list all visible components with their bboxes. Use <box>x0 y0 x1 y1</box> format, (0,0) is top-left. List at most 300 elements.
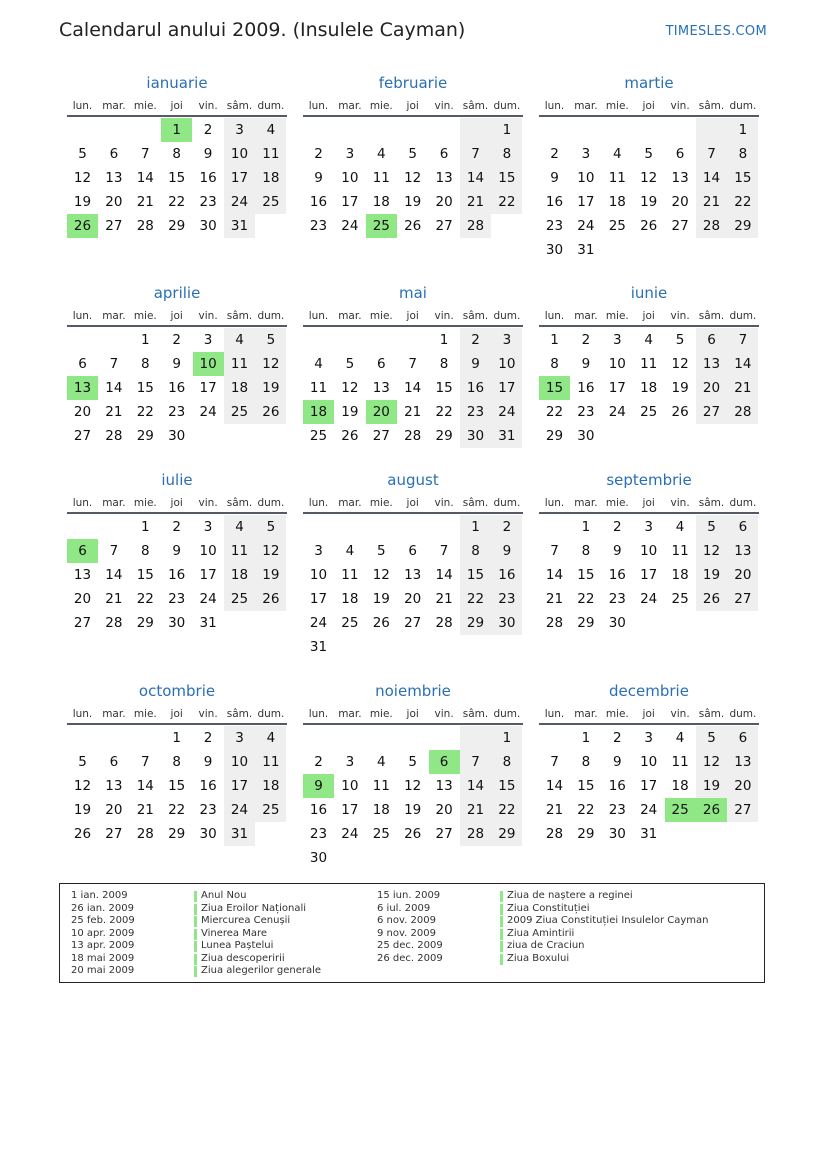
day-cell: 15 <box>491 774 522 798</box>
day-cell: 4 <box>255 726 286 750</box>
weekday-label: lun. <box>72 100 93 112</box>
holiday-day-cell: 20 <box>366 400 397 424</box>
day-cell: 1 <box>439 332 449 348</box>
day-cell: 12 <box>73 170 92 186</box>
day-cell: 8 <box>550 356 559 372</box>
weekday-label: lun. <box>308 497 329 509</box>
day-cell: 14 <box>404 380 422 396</box>
day-cell: 27 <box>671 218 689 234</box>
day-cell: 30 <box>608 826 626 842</box>
day-cell: 21 <box>404 404 422 420</box>
day-cell: 30 <box>309 850 328 866</box>
weekday-label: mar. <box>338 100 362 112</box>
day-cell: 17 <box>577 194 595 210</box>
day-cell: 21 <box>435 591 453 607</box>
day-cell: 23 <box>199 802 217 818</box>
day-cell: 14 <box>136 170 154 186</box>
legend-holiday-name: Ziua alegerilor generale <box>201 965 322 976</box>
day-cell: 1 <box>141 519 150 535</box>
day-cell: 9 <box>203 146 213 162</box>
weekday-label: joi <box>170 708 183 720</box>
legend-date: 10 apr. 2009 <box>71 927 135 939</box>
header-divider <box>539 325 759 327</box>
day-cell: 2 <box>172 519 181 535</box>
day-cell: 12 <box>372 567 390 583</box>
day-cell: 9 <box>172 356 181 372</box>
header-divider <box>303 512 523 514</box>
day-cell: 23 <box>309 826 328 842</box>
day-cell: 7 <box>727 328 758 352</box>
weekday-label: sâm. <box>226 497 253 509</box>
day-cell: 2 <box>613 519 622 535</box>
weekday-label: mie. <box>369 708 393 720</box>
day-cell: 14 <box>435 567 453 583</box>
day-cell: 14 <box>545 567 564 583</box>
day-cell: 16 <box>577 380 595 396</box>
month-name: mai <box>399 284 427 302</box>
day-cell: 29 <box>460 611 491 635</box>
day-cell: 28 <box>727 400 758 424</box>
day-cell: 5 <box>408 754 417 770</box>
day-cell: 25 <box>671 591 689 607</box>
weekday-label: sâm. <box>698 310 725 322</box>
day-cell: 12 <box>404 170 422 186</box>
header-divider <box>539 723 759 725</box>
holiday-day-cell: 1 <box>161 118 192 142</box>
weekday-label: mie. <box>369 497 393 509</box>
legend-holiday-name: Ziua Eroilor Naționali <box>201 902 307 914</box>
day-cell: 22 <box>491 190 522 214</box>
day-cell: 16 <box>199 778 217 794</box>
day-cell: 22 <box>168 802 186 818</box>
day-cell: 9 <box>460 352 491 376</box>
day-cell: 23 <box>168 591 186 607</box>
day-cell: 26 <box>696 587 727 611</box>
legend-color-marker <box>194 891 197 902</box>
day-cell: 14 <box>136 778 154 794</box>
day-cell: 6 <box>109 146 119 162</box>
day-cell: 28 <box>460 822 491 846</box>
weekday-label: joi <box>406 100 419 112</box>
day-cell: 2 <box>314 754 323 770</box>
weekday-label: joi <box>406 310 419 322</box>
day-cell: 30 <box>545 242 564 258</box>
legend-color-marker <box>194 941 197 952</box>
day-cell: 7 <box>141 146 150 162</box>
day-cell: 11 <box>224 539 255 563</box>
day-cell: 20 <box>435 802 453 818</box>
day-cell: 9 <box>491 539 522 563</box>
weekday-label: dum. <box>729 708 757 720</box>
legend-date: 15 iun. 2009 <box>377 890 441 901</box>
day-cell: 2 <box>203 122 213 138</box>
day-cell: 15 <box>168 170 186 186</box>
legend-date: 20 mai 2009 <box>71 965 135 976</box>
weekday-label: sâm. <box>462 100 489 112</box>
day-cell: 6 <box>109 754 119 770</box>
weekday-label: mar. <box>574 310 598 322</box>
day-cell: 3 <box>581 146 591 162</box>
day-cell: 16 <box>309 802 328 818</box>
month-name: martie <box>624 74 674 92</box>
day-cell: 16 <box>309 194 328 210</box>
header-divider <box>539 512 759 514</box>
weekday-label: mie. <box>605 310 629 322</box>
day-cell: 24 <box>577 218 595 234</box>
day-cell: 15 <box>168 778 186 794</box>
legend-holiday-name: Ziua Amintirii <box>507 927 575 939</box>
day-cell: 25 <box>255 798 286 822</box>
day-cell: 10 <box>224 750 255 774</box>
day-cell: 3 <box>224 118 255 142</box>
day-cell: 3 <box>345 146 355 162</box>
day-cell: 27 <box>105 218 123 234</box>
weekday-label: mar. <box>102 100 126 112</box>
day-cell: 21 <box>105 591 123 607</box>
day-cell: 3 <box>224 726 255 750</box>
day-cell: 6 <box>408 543 417 559</box>
day-cell: 10 <box>309 567 328 583</box>
legend-date: 9 nov. 2009 <box>377 927 436 939</box>
day-cell: 2 <box>581 332 591 348</box>
day-cell: 9 <box>581 356 591 372</box>
day-cell: 20 <box>404 591 422 607</box>
weekday-label: vin. <box>198 310 218 322</box>
day-cell: 17 <box>224 774 255 798</box>
legend-color-marker <box>194 954 197 965</box>
day-cell: 24 <box>640 802 658 818</box>
day-cell: 13 <box>404 567 422 583</box>
day-cell: 24 <box>309 615 328 631</box>
legend-date: 6 iul. 2009 <box>377 902 431 914</box>
weekday-label: vin. <box>198 708 218 720</box>
day-cell: 17 <box>341 194 359 210</box>
day-cell: 11 <box>671 754 689 770</box>
site-logo[interactable]: TIMESLES.COM <box>665 24 767 39</box>
day-cell: 14 <box>545 778 564 794</box>
day-cell: 15 <box>435 380 453 396</box>
day-cell: 7 <box>439 543 449 559</box>
day-cell: 29 <box>491 822 522 846</box>
day-cell: 4 <box>345 543 355 559</box>
day-cell: 1 <box>581 519 591 535</box>
weekday-label: dum. <box>493 100 521 112</box>
legend-holiday-name: Miercurea Cenușii <box>201 915 291 926</box>
holiday-day-cell: 25 <box>366 214 397 238</box>
day-cell: 26 <box>255 587 286 611</box>
day-cell: 17 <box>640 778 658 794</box>
legend-date: 26 ian. 2009 <box>71 902 134 914</box>
weekday-label: dum. <box>493 310 521 322</box>
day-cell: 15 <box>136 380 154 396</box>
day-cell: 12 <box>73 778 92 794</box>
day-cell: 27 <box>73 428 92 444</box>
day-cell: 22 <box>136 591 154 607</box>
day-cell: 2 <box>613 730 622 746</box>
day-cell: 18 <box>224 563 255 587</box>
legend-date: 1 ian. 2009 <box>71 890 128 901</box>
weekday-label: lun. <box>308 100 329 112</box>
day-cell: 4 <box>377 754 386 770</box>
legend-date: 26 dec. 2009 <box>377 952 443 964</box>
day-cell: 6 <box>696 328 727 352</box>
day-cell: 18 <box>255 774 286 798</box>
day-cell: 5 <box>78 146 87 162</box>
legend-color-marker <box>500 916 503 927</box>
day-cell: 21 <box>545 802 564 818</box>
legend-color-marker <box>194 904 197 915</box>
holiday-day-cell: 6 <box>67 539 98 563</box>
weekday-label: mie. <box>133 708 157 720</box>
day-cell: 25 <box>608 218 626 234</box>
day-cell: 16 <box>199 170 217 186</box>
day-cell: 12 <box>696 750 727 774</box>
day-cell: 10 <box>640 754 658 770</box>
day-cell: 15 <box>577 567 595 583</box>
day-cell: 25 <box>255 190 286 214</box>
legend-holiday-name: 2009 Ziua Constituției Insulelor Cayman <box>507 915 709 926</box>
weekday-label: lun. <box>72 497 93 509</box>
day-cell: 17 <box>199 567 217 583</box>
header-divider <box>303 723 523 725</box>
day-cell: 10 <box>577 170 595 186</box>
day-cell: 19 <box>255 376 286 400</box>
day-cell: 6 <box>439 146 449 162</box>
day-cell: 2 <box>491 515 522 539</box>
day-cell: 2 <box>314 146 323 162</box>
day-cell: 18 <box>255 166 286 190</box>
holiday-day-cell: 25 <box>665 798 696 822</box>
day-cell: 4 <box>675 519 685 535</box>
day-cell: 18 <box>671 778 689 794</box>
legend-color-marker <box>500 941 503 952</box>
day-cell: 27 <box>404 615 422 631</box>
day-cell: 15 <box>491 166 522 190</box>
day-cell: 23 <box>168 404 186 420</box>
day-cell: 27 <box>372 428 390 444</box>
day-cell: 17 <box>640 567 658 583</box>
day-cell: 17 <box>199 380 217 396</box>
holiday-day-cell: 6 <box>429 750 460 774</box>
day-cell: 14 <box>105 380 123 396</box>
day-cell: 29 <box>545 428 564 444</box>
weekday-label: joi <box>642 708 655 720</box>
weekday-label: dum. <box>729 100 757 112</box>
weekday-label: sâm. <box>226 310 253 322</box>
day-cell: 24 <box>341 826 359 842</box>
weekday-label: joi <box>642 310 655 322</box>
day-cell: 13 <box>105 778 123 794</box>
weekday-label: lun. <box>72 310 93 322</box>
day-cell: 5 <box>408 146 417 162</box>
day-cell: 13 <box>435 778 453 794</box>
weekday-label: vin. <box>670 100 690 112</box>
day-cell: 22 <box>168 194 186 210</box>
day-cell: 5 <box>255 515 286 539</box>
legend-holiday-name: Ziua descoperirii <box>201 952 285 964</box>
day-cell: 7 <box>550 754 559 770</box>
day-cell: 30 <box>168 615 186 631</box>
day-cell: 20 <box>435 194 453 210</box>
legend-holiday-name: Lunea Paștelui <box>201 940 274 951</box>
day-cell: 4 <box>377 146 386 162</box>
day-cell: 13 <box>696 352 727 376</box>
weekday-label: joi <box>170 310 183 322</box>
day-cell: 19 <box>696 563 727 587</box>
weekday-label: joi <box>170 100 183 112</box>
header-divider <box>303 115 523 117</box>
day-cell: 21 <box>460 190 491 214</box>
day-cell: 23 <box>545 218 564 234</box>
day-cell: 31 <box>577 242 595 258</box>
day-cell: 26 <box>640 218 658 234</box>
weekday-label: mar. <box>574 497 598 509</box>
day-cell: 1 <box>460 515 491 539</box>
month-name: decembrie <box>609 682 689 700</box>
day-cell: 26 <box>671 404 689 420</box>
day-cell: 10 <box>491 352 522 376</box>
legend-holiday-name: Ziua Boxului <box>507 952 570 964</box>
day-cell: 16 <box>168 567 186 583</box>
weekday-label: sâm. <box>698 708 725 720</box>
day-cell: 5 <box>255 328 286 352</box>
day-cell: 30 <box>608 615 626 631</box>
day-cell: 21 <box>136 194 154 210</box>
day-cell: 31 <box>309 639 328 655</box>
day-cell: 31 <box>640 826 658 842</box>
day-cell: 12 <box>404 778 422 794</box>
day-cell: 13 <box>435 170 453 186</box>
day-cell: 29 <box>435 428 453 444</box>
day-cell: 11 <box>255 142 286 166</box>
day-cell: 14 <box>696 166 727 190</box>
day-cell: 19 <box>404 802 422 818</box>
day-cell: 10 <box>199 543 217 559</box>
day-cell: 5 <box>644 146 653 162</box>
day-cell: 30 <box>460 424 491 448</box>
day-cell: 22 <box>577 591 595 607</box>
header-divider <box>539 115 759 117</box>
day-cell: 14 <box>460 166 491 190</box>
legend-color-marker <box>500 891 503 902</box>
month-name: februarie <box>378 74 448 92</box>
day-cell: 22 <box>460 587 491 611</box>
day-cell: 28 <box>136 218 154 234</box>
day-cell: 16 <box>545 194 564 210</box>
weekday-label: vin. <box>434 310 454 322</box>
day-cell: 21 <box>136 802 154 818</box>
header-divider <box>67 115 287 117</box>
holiday-day-cell: 26 <box>696 798 727 822</box>
weekday-label: dum. <box>729 497 757 509</box>
day-cell: 8 <box>172 754 181 770</box>
weekday-label: mar. <box>338 497 362 509</box>
day-cell: 1 <box>581 730 591 746</box>
weekday-label: mie. <box>133 497 157 509</box>
day-cell: 5 <box>78 754 87 770</box>
day-cell: 12 <box>696 539 727 563</box>
holiday-legend <box>59 883 765 983</box>
weekday-label: sâm. <box>698 100 725 112</box>
day-cell: 22 <box>545 404 564 420</box>
legend-color-marker <box>500 904 503 915</box>
day-cell: 28 <box>545 826 564 842</box>
day-cell: 11 <box>309 380 328 396</box>
day-cell: 29 <box>577 826 595 842</box>
holiday-day-cell: 10 <box>193 352 224 376</box>
day-cell: 17 <box>224 166 255 190</box>
day-cell: 23 <box>608 591 626 607</box>
day-cell: 19 <box>255 563 286 587</box>
day-cell: 21 <box>105 404 123 420</box>
day-cell: 28 <box>105 428 123 444</box>
day-cell: 3 <box>644 519 653 535</box>
day-cell: 3 <box>491 328 522 352</box>
day-cell: 13 <box>73 567 92 583</box>
header-divider <box>67 325 287 327</box>
weekday-label: lun. <box>544 100 565 112</box>
day-cell: 19 <box>73 802 92 818</box>
day-cell: 11 <box>671 543 689 559</box>
weekday-label: dum. <box>493 497 521 509</box>
weekday-label: mar. <box>102 310 126 322</box>
day-cell: 4 <box>224 328 255 352</box>
header-divider <box>67 723 287 725</box>
legend-color-marker <box>194 916 197 927</box>
day-cell: 25 <box>640 404 658 420</box>
day-cell: 9 <box>314 170 323 186</box>
day-cell: 26 <box>255 400 286 424</box>
day-cell: 24 <box>341 218 359 234</box>
day-cell: 18 <box>640 380 658 396</box>
day-cell: 30 <box>577 428 595 444</box>
day-cell: 10 <box>608 356 626 372</box>
weekday-label: sâm. <box>462 708 489 720</box>
month-name: ianuarie <box>146 74 208 92</box>
day-cell: 20 <box>105 194 123 210</box>
day-cell: 15 <box>577 778 595 794</box>
day-cell: 7 <box>109 356 119 372</box>
day-cell: 7 <box>550 543 559 559</box>
day-cell: 27 <box>727 798 758 822</box>
day-cell: 17 <box>491 376 522 400</box>
weekday-label: mar. <box>102 708 126 720</box>
day-cell: 24 <box>491 400 522 424</box>
day-cell: 5 <box>696 726 727 750</box>
weekday-label: mar. <box>102 497 126 509</box>
month-name: octombrie <box>138 682 216 700</box>
day-cell: 8 <box>439 356 449 372</box>
day-cell: 1 <box>727 118 758 142</box>
weekend-empty-cell <box>460 726 491 750</box>
day-cell: 7 <box>408 356 417 372</box>
legend-holiday-name: Anul Nou <box>201 890 247 901</box>
month-name: septembrie <box>606 471 692 489</box>
day-cell: 19 <box>73 194 92 210</box>
day-cell: 11 <box>372 170 390 186</box>
day-cell: 13 <box>727 539 758 563</box>
day-cell: 23 <box>309 218 328 234</box>
day-cell: 20 <box>73 591 92 607</box>
weekday-label: dum. <box>257 497 285 509</box>
legend-holiday-name: Ziua Constituției <box>507 902 590 914</box>
weekday-label: joi <box>642 100 655 112</box>
weekday-label: vin. <box>434 497 454 509</box>
day-cell: 9 <box>613 754 622 770</box>
day-cell: 19 <box>404 194 422 210</box>
day-cell: 26 <box>404 218 422 234</box>
day-cell: 23 <box>199 194 217 210</box>
